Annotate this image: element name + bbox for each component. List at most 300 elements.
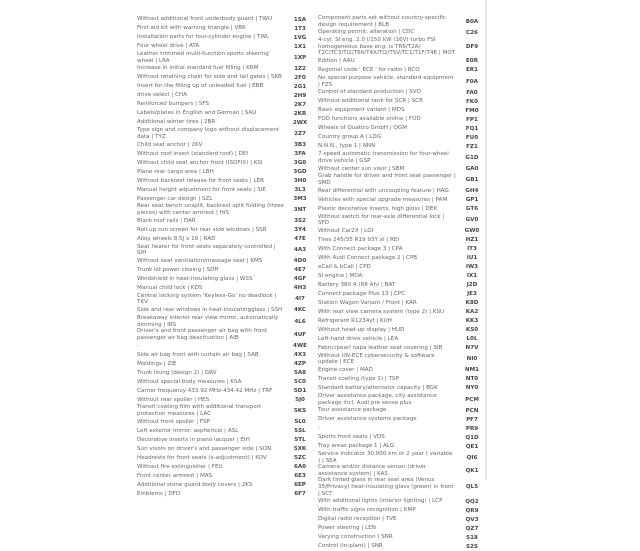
equipment-row [137,91,317,100]
equipment-row [318,344,490,353]
equipment-description: Vehicles with special upgrade measures | PAM [318,196,448,203]
equipment-code: 5A8 [293,369,307,376]
equipment-row [318,227,490,236]
equipment-code: 5L0 [294,419,306,425]
equipment-row [137,100,317,109]
equipment-description: Four wheel drive | ATA [137,43,200,50]
equipment-description: Basic equipment variant | MDS [318,107,405,114]
equipment-row [137,64,317,73]
equipment-description: Additional winter tires | 2BR [137,119,216,126]
equipment-row [137,109,317,118]
equipment-code: 3Y4 [294,227,306,234]
equipment-description: Engine cover | MAD [318,367,373,374]
equipment-row [137,51,317,64]
equipment-description: Central locking system 'Keyless-Go' no deadlock | TKV [137,292,277,306]
equipment-row [318,151,490,164]
equipment-row [137,167,317,176]
equipment-description: Without center sun visor | SBM [318,165,405,172]
equipment-description: Control of standard production | SVO [318,89,421,96]
equipment-row [318,524,490,533]
equipment-code: 3GD [293,168,307,175]
equipment-row [137,266,317,275]
equipment-description: Rear differential with uncoupling feature | HAG [318,187,449,194]
equipment-description: Emblems | DFD [137,490,181,497]
equipment-description: Trunk lid power closing | SDH [137,266,219,273]
equipment-row [137,118,317,127]
equipment-description: Control (in-plant) | SNR [318,543,383,550]
equipment-description: Tour assistance package [318,407,387,414]
equipment-row [137,203,317,216]
equipment-code: 1T3 [294,25,306,32]
equipment-description: Sun visors on driver's and passenger side | SON [137,445,272,452]
equipment-description: Dark tinted glass in rear seat area (Venus 35/Privacy) heat-insulating glass (green) in front | SCT [318,477,454,497]
equipment-description: Without front spoiler | FSP [137,418,210,425]
equipment-description: 4-cyl. SI eng. 2.0 l/150 kW (16V) turbo FSI homogeneous base eng. is TR6/T2A/ T2C/TC3/TI2/T66/T4X/TI2/T5V/TC1/T1F/T4E | MOT [318,37,456,57]
equipment-code: 4E7 [294,267,306,274]
equipment-description: Transit coating (type 1) | TSP [318,376,399,383]
equipment-description: Component parts set without country-specific design requirement | BLB [318,15,446,28]
equipment-description: Plastic decorative inserts, high gloss | DEK [318,205,438,212]
equipment-description: eCall & bCall | CPD [318,263,371,270]
equipment-code: 5SL [294,428,306,434]
equipment-code: QE1 [465,443,479,450]
equipment-description: Leather trimmed multi-function sports steering wheel | LRA [137,51,269,64]
equipment-row [137,284,317,293]
equipment-row [318,442,490,451]
equipment-description: Station Wagon Variant / Front | KAR [318,299,417,306]
equipment-description: Without Car2X | LGI [318,227,374,234]
equipment-row [318,164,490,173]
equipment-code: NT0 [465,376,479,383]
equipment-row [318,115,490,124]
equipment-row [137,350,317,359]
equipment-description: Country group A | LDG [318,134,382,141]
equipment-description: Wheels of Quattro GmbH | QGM [318,125,408,132]
equipment-code: IT3 [467,246,477,253]
equipment-row [137,418,317,427]
equipment-row [318,542,490,551]
equipment-code: GT6 [465,206,479,213]
equipment-code: PCN [465,407,479,414]
equipment-row [137,226,317,235]
equipment-row [318,375,490,384]
equipment-description: With Audi Connect package 2 | CPB [318,254,418,261]
equipment-description: Windshield in heat-insulating glass | WSS [137,275,253,282]
equipment-row [318,424,490,433]
equipment-code: 4I7 [295,296,305,303]
equipment-code: QQ2 [465,498,479,505]
equipment-row [318,281,490,290]
equipment-description: Sports front seats | VOS [318,434,385,441]
equipment-code: GA0 [465,165,479,172]
equipment-row [318,533,490,542]
equipment-code: 4H3 [293,285,307,292]
equipment-row [318,15,490,28]
equipment-code: 4ZP [293,360,307,367]
equipment-row [137,73,317,82]
equipment-row [137,293,317,306]
equipment-code: NI0 [466,356,478,363]
equipment-code: IU1 [466,255,478,262]
equipment-code: FK0 [465,98,479,105]
equipment-code: QI6 [466,454,478,461]
equipment-code: FQ1 [465,125,479,132]
equipment-code: 3M3 [293,195,307,202]
equipment-description: Transit coating film with additional transport protection measures | LAC [137,404,262,417]
equipment-description: With Connect package 3 | CPA [318,245,403,252]
equipment-description: drive select | CHA [137,92,187,99]
equipment-code: QV3 [465,516,479,523]
equipment-code: QR9 [465,507,479,514]
equipment-row [318,326,490,335]
equipment-code: 6F7 [294,491,306,497]
equipment-description: Left exterior mirror: aspherical | ASL [137,427,239,434]
equipment-description: Without special body measures | KSA [137,378,242,385]
equipment-description: Child seat anchor | 2KV [137,141,203,148]
equipment-code: QZ7 [465,525,479,532]
equipment-row [318,335,490,344]
equipment-row [318,97,490,106]
equipment-row [318,124,490,133]
equipment-description: Without fire extinguisher | FEU [137,463,223,470]
equipment-row [318,406,490,415]
equipment-row [137,194,317,203]
equipment-description: Roll-up sun screen for rear side windows | SSR [137,226,267,233]
equipment-row [318,245,490,254]
equipment-row [137,454,317,463]
equipment-code: 3FA [294,150,306,157]
equipment-code: G1D [465,154,479,161]
equipment-row [318,353,490,366]
equipment-row [137,328,317,341]
left-code-column [137,15,317,499]
equipment-code: J2D [466,282,478,289]
equipment-code: 4L6 [294,318,306,325]
equipment-description: Grab handle for driver and front seat passenger | SMD [318,173,456,186]
equipment-description: Fabric/pearl napa leather seat covering | SIB [318,344,443,351]
equipment-description: No special purpose vehicle, standard equipment | FZS [318,74,454,88]
equipment-description: Black roof rails | DAR [137,217,196,224]
equipment-description: Additional stone guard body covers | 2KS [137,481,253,488]
equipment-description: Carrier frequency 433.92 MHz-434.42 MHz | TRF [137,387,273,394]
equipment-row [318,451,490,464]
equipment-description: With rear view camera system (type 2) | KSU [318,308,445,315]
equipment-description: Insert for the filling up of unleaded fuel | EBB [137,83,264,90]
equipment-row [318,37,490,57]
right-code-column [318,15,490,551]
equipment-row [318,196,490,205]
equipment-description: Power steering | LEN [318,525,376,532]
equipment-row [318,254,490,263]
equipment-row [318,173,490,186]
equipment-row [137,15,317,24]
equipment-description: Without seat ventilation/massage seat | KMS [137,257,263,264]
equipment-row [318,272,490,281]
equipment-code: FM0 [465,107,479,114]
equipment-description: Standard battery/alternator capacity | BGK [318,385,438,392]
equipment-code: PCM [465,396,479,403]
equipment-row [137,368,317,377]
equipment-code: 5D1 [293,387,307,394]
equipment-row [318,290,490,299]
equipment-description: With additional lights (interior lighting) | LCP [318,498,443,505]
equipment-row [137,427,317,436]
equipment-description: Regional code ' ECE ' for radio | RCO [318,67,420,74]
equipment-code: 4WE [293,342,307,349]
equipment-description: Varying construction | SNR [318,534,393,541]
equipment-row [137,490,317,499]
equipment-code: 5KS [293,407,307,414]
equipment-code: F0A [465,78,479,85]
equipment-description: Operating permit, alteration | CDC [318,29,415,36]
equipment-description: Trunk lining (design 2) | GRV [137,369,217,376]
equipment-row [318,515,490,524]
equipment-row [137,33,317,42]
equipment-description: Front center armrest | MAS [137,472,213,479]
equipment-code: 1SA [293,16,307,23]
equipment-row [318,299,490,308]
equipment-description: Breakaway interior rear view mirror, automatically dimming | IRS [137,314,279,328]
equipment-row [318,317,490,326]
equipment-row [318,263,490,272]
equipment-row [137,395,317,404]
equipment-code: GB1 [465,176,479,183]
equipment-description: Refrigerant R1234yf | KUH [318,317,392,324]
equipment-row [318,133,490,142]
equipment-code: QK1 [465,467,479,474]
equipment-row [137,341,317,350]
equipment-description: Without additional front underbody guard | TWU [137,16,273,23]
equipment-description: Tires 245/35 R19 93Y xl | REI [318,236,400,243]
equipment-description: Without additional tank for SCR | SCR [318,98,423,105]
equipment-description: Without rear spoiler | HES [137,396,210,403]
equipment-row [137,315,317,328]
equipment-description: Manual height adjustment for front seats | SIE [137,186,266,193]
equipment-code: 4GF [293,276,307,283]
equipment-code: GV0 [465,217,479,224]
equipment-description: 7-speed automatic transmission for four-wheel drive vehicle | GSP [318,151,449,164]
equipment-row [137,158,317,167]
equipment-code: FA0 [466,89,478,96]
equipment-code: Q1D [465,434,479,441]
equipment-code: 1XP [293,54,307,61]
equipment-code: C26 [466,29,478,36]
equipment-code: 5XK [293,446,307,452]
equipment-row [318,497,490,506]
equipment-row [137,244,317,257]
equipment-code: PF7 [466,416,478,423]
equipment-code: 6EP [294,482,306,488]
equipment-row [137,82,317,91]
equipment-code: 2KR [293,110,307,117]
equipment-description: Without UN-ECE cybersecurity & software update | ECE [318,352,435,366]
equipment-row [318,308,490,317]
equipment-row [137,359,317,368]
equipment-code: FZ1 [466,143,478,150]
equipment-row [137,463,317,472]
equipment-code: 3H0 [293,177,307,184]
equipment-description: Increase in initial standard fuel filling | KRM [137,65,259,72]
equipment-row [137,472,317,481]
equipment-description: Driver's and front passenger air bag with front passenger air bag deactivation | AIB [137,328,268,341]
equipment-description: Alloy wheels 8.5J x 19 | RAD [137,235,216,242]
equipment-code: 2WX [292,119,308,126]
equipment-row [318,415,490,424]
equipment-row [318,477,490,497]
equipment-description: Driver assistance package, city assistance package incl. Audi pre sense plus [318,392,437,406]
equipment-row [318,433,490,442]
equipment-code: 4A3 [293,247,307,254]
equipment-description: Without backrest release for front seats | LER [137,177,265,184]
equipment-row [318,464,490,477]
equipment-code: 2G1 [293,83,307,90]
equipment-code: 2H9 [293,92,307,99]
equipment-code: DF9 [465,44,479,51]
equipment-row [137,436,317,445]
equipment-code: 3G0 [293,159,307,166]
equipment-description: Without switch for rear-axle differential lock | SFD [318,213,445,227]
equipment-description: Seat heater for front seats separately controlled | SIH [137,243,276,257]
equipment-row [137,275,317,284]
equipment-code: 6A0 [293,464,307,470]
equipment-description: Type sign and company logo without displacement data | TYZ [137,127,280,140]
equipment-row [137,257,317,266]
equipment-row [137,140,317,149]
equipment-description: With traffic signs recognition | KMP [318,507,416,514]
equipment-code: QL5 [465,484,479,491]
equipment-row [137,176,317,185]
equipment-row [137,217,317,226]
equipment-code: 1X1 [293,43,307,50]
equipment-row [137,377,317,386]
equipment-code: PR9 [465,425,479,432]
equipment-description: Without roof insert (standard roof) | DEI [137,150,249,157]
equipment-row [137,185,317,194]
equipment-row [318,66,490,75]
equipment-code: 1VG [293,34,307,41]
equipment-code: B0A [465,18,479,25]
equipment-code: GH4 [465,188,479,195]
equipment-code: 1Z2 [294,65,306,72]
equipment-row [318,393,490,406]
equipment-row [137,404,317,417]
equipment-row [318,88,490,97]
equipment-description: Reinforced bumpers | SFS [137,101,210,108]
equipment-description: N.N.N., type 1 | NNN [318,143,376,150]
equipment-description: Installation parts for four-cylinder engine | TWL [137,34,269,41]
equipment-code: GW0 [464,228,480,235]
equipment-description: Labels/plates in English and German | SAU [137,110,257,117]
equipment-code: IW3 [465,264,479,271]
equipment-row [137,386,317,395]
equipment-code: FP1 [466,116,478,123]
equipment-code: 4X3 [293,351,307,358]
vertical-divider [485,0,487,480]
equipment-description: Without child seat anchor front (ISOFIX) | KSI [137,159,263,166]
equipment-code: L0L [466,336,478,343]
equipment-description: Rear seat bench unsplit, backrest split folding (three pieces) with center armrest | HIS [137,203,284,216]
equipment-code: 2Z7 [294,130,306,137]
equipment-description: SI engine | MOA [318,272,363,279]
equipment-code: 3L3 [294,186,306,193]
equipment-code: 4UF [293,331,307,338]
equipment-code: JE3 [467,291,477,298]
equipment-code: S2S [466,543,478,550]
equipment-description: Service indicator 30,000 km or 2 year ( variable ) | SEA [318,451,453,464]
equipment-row [318,57,490,66]
equipment-code: KS0 [465,327,479,334]
equipment-code: 47E [294,236,306,243]
equipment-description: Digital radio reception | TVE [318,516,397,523]
equipment-code: 2F0 [294,74,306,81]
equipment-description: Without retaining chain for side and tail gates | SKB [137,74,282,81]
equipment-description: Side air bag front with curtain air bag | SAB [137,351,259,358]
equipment-code: NM1 [464,367,480,374]
equipment-code: 4KC [293,307,307,314]
equipment-code: 3B3 [293,141,307,148]
equipment-row [137,42,317,51]
equipment-description: Tray areas package 1 | ALG [318,443,395,450]
equipment-code: KA2 [465,309,479,316]
equipment-description: Manual child lock | KDS [137,284,203,291]
equipment-row [318,214,490,227]
equipment-code: FU0 [465,134,479,141]
equipment-description: Edition | AAU [318,58,355,65]
equipment-code: NY0 [465,385,479,392]
equipment-code: IX1 [466,273,478,280]
equipment-code: 6E3 [294,473,306,479]
equipment-code: HZ1 [465,237,479,244]
equipment-row [137,24,317,33]
equipment-description: Plane rear cargo area | LBH [137,168,214,175]
equipment-description: - [137,342,140,349]
equipment-description: Moldings | ZIE [137,360,177,367]
equipment-row [318,506,490,515]
equipment-code: 2K7 [293,101,307,108]
equipment-code: 5C0 [294,378,306,385]
equipment-code: ER1 [465,67,479,74]
equipment-description: First aid kit with warning triangle | VBK [137,25,246,32]
equipment-code: KK3 [465,318,479,325]
equipment-code: 5J0 [295,396,305,403]
equipment-row [318,187,490,196]
equipment-row [318,142,490,151]
equipment-row [318,366,490,375]
equipment-row [318,75,490,88]
equipment-description: Battery 380 A (68 Ah) | BAT [318,281,396,288]
equipment-row [318,106,490,115]
equipment-row [137,306,317,315]
equipment-code: N7V [465,345,479,352]
equipment-description: Driver assistance systems package [318,416,417,423]
equipment-description: Side and rear windows in heat-insulatingglass | SSH [137,307,283,314]
equipment-code: S18 [466,534,478,541]
equipment-description: Camera and/or distance sensor (driver assistance system) | KAS [318,464,427,477]
equipment-row [318,205,490,214]
equipment-row [318,28,490,37]
equipment-code: K8D [465,300,479,307]
equipment-description: FOD functions available online | FOD [318,116,421,123]
equipment-description: Headrests for front seats (x-adjustment) | KOV [137,454,267,461]
equipment-description: Decorative inserts in piano lacquer | EIH [137,436,250,443]
equipment-description: Without head-up display | HUD [318,326,405,333]
equipment-description: Left-hand drive vehicle | LEA [318,335,399,342]
equipment-description: Connect package Plus 13 | CPC [318,290,406,297]
equipment-row [137,481,317,490]
equipment-code: 4D0 [293,258,307,265]
equipment-description: - [318,425,321,432]
equipment-row [137,149,317,158]
